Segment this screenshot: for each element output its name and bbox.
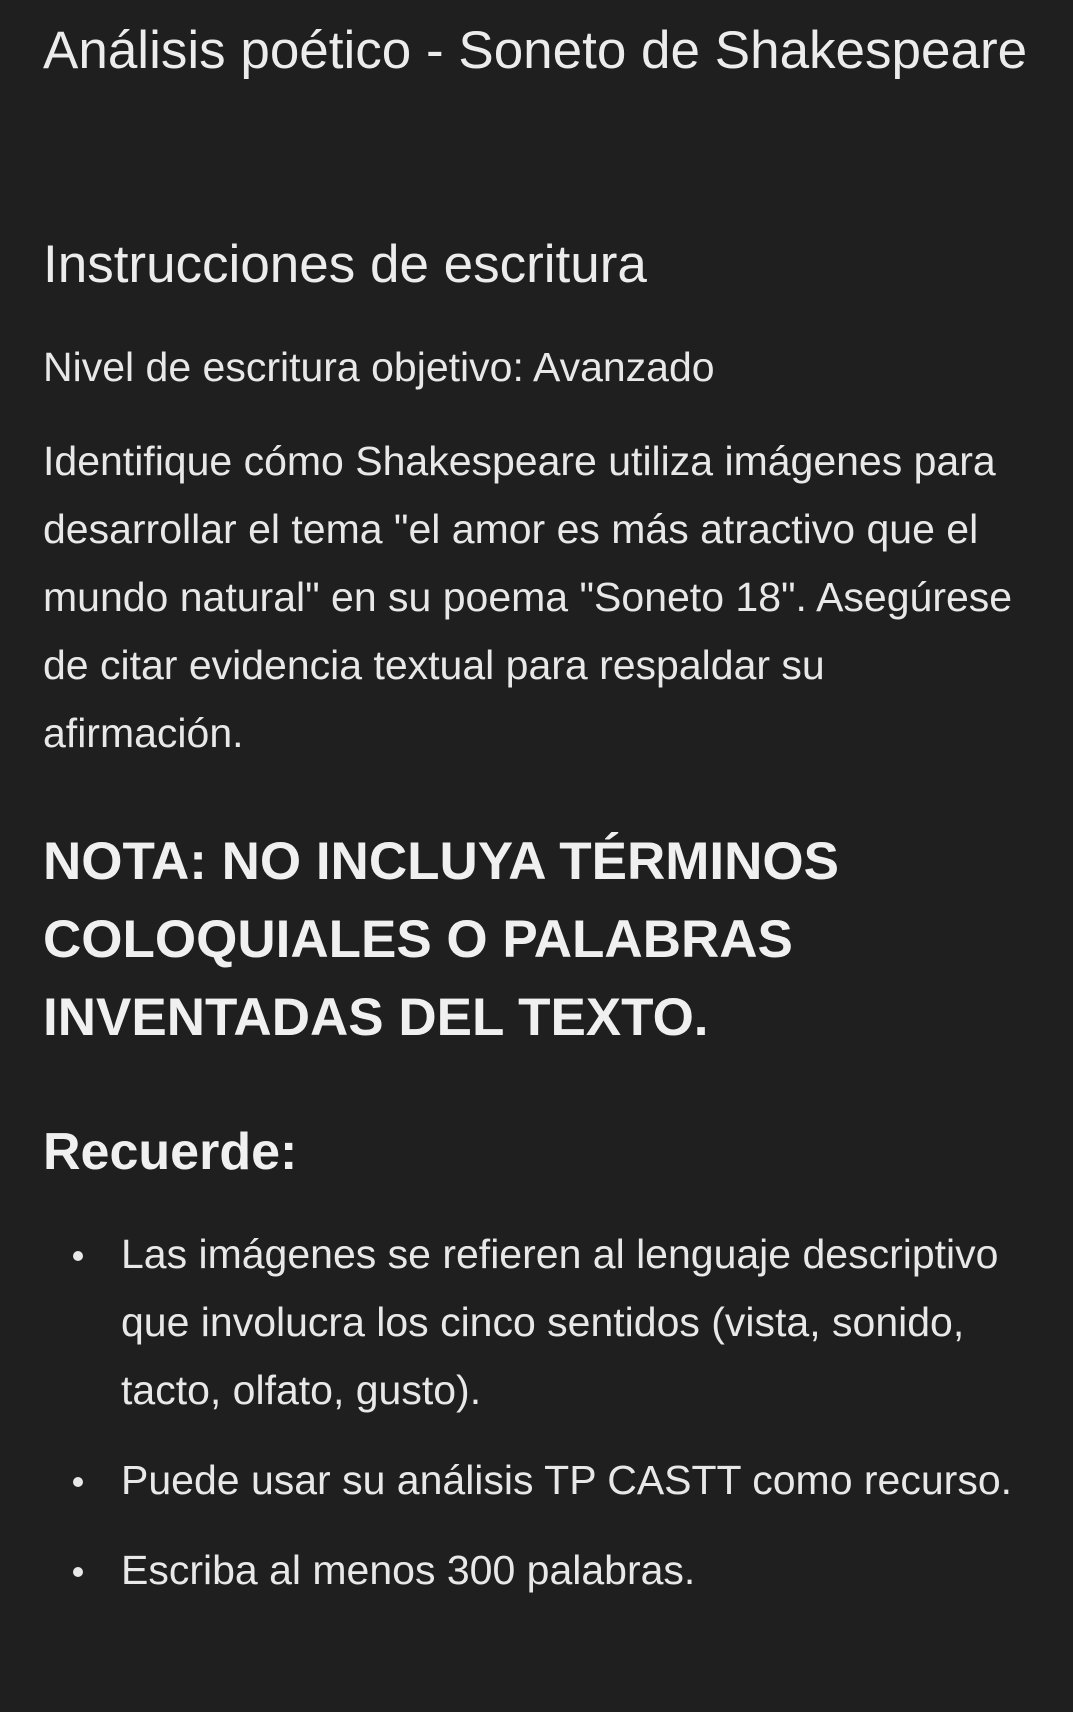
list-item [43, 1536, 1033, 1604]
section-heading-writing-instructions: Instrucciones de escritura [43, 235, 647, 294]
list-item-text: Las imágenes se refieren al lenguaje descriptivo que involucra los cinco sentidos (vista, sonido, tacto, olfato, gusto). [121, 1231, 999, 1413]
bullet-icon [73, 1567, 83, 1577]
list-item [43, 1220, 1033, 1424]
list-item [43, 1446, 1033, 1514]
assignment-prompt: Identifique cómo Shakespeare utiliza imágenes para desarrollar el tema "el amor es más atractivo que el mundo natural" en su poema "Soneto 18". Asegúrese de citar evidencia textual para respaldar su afirmación. [43, 438, 1013, 756]
note-warning: NOTA: NO INCLUYA TÉRMINOS COLOQUIALES O PALABRAS INVENTADAS DEL TEXTO. [43, 832, 839, 1047]
list-item-text: Escriba al menos 300 palabras. [121, 1547, 696, 1593]
remember-list [43, 1220, 1033, 1626]
page-title: Análisis poético - Soneto de Shakespeare [43, 21, 1028, 80]
remember-heading: Recuerde: [43, 1123, 298, 1181]
list-item-text: Puede usar su análisis TP CASTT como recurso. [121, 1457, 1013, 1503]
writing-level-text: Nivel de escritura objetivo: Avanzado [43, 344, 715, 390]
bullet-icon [73, 1477, 83, 1487]
bullet-icon [73, 1251, 83, 1261]
